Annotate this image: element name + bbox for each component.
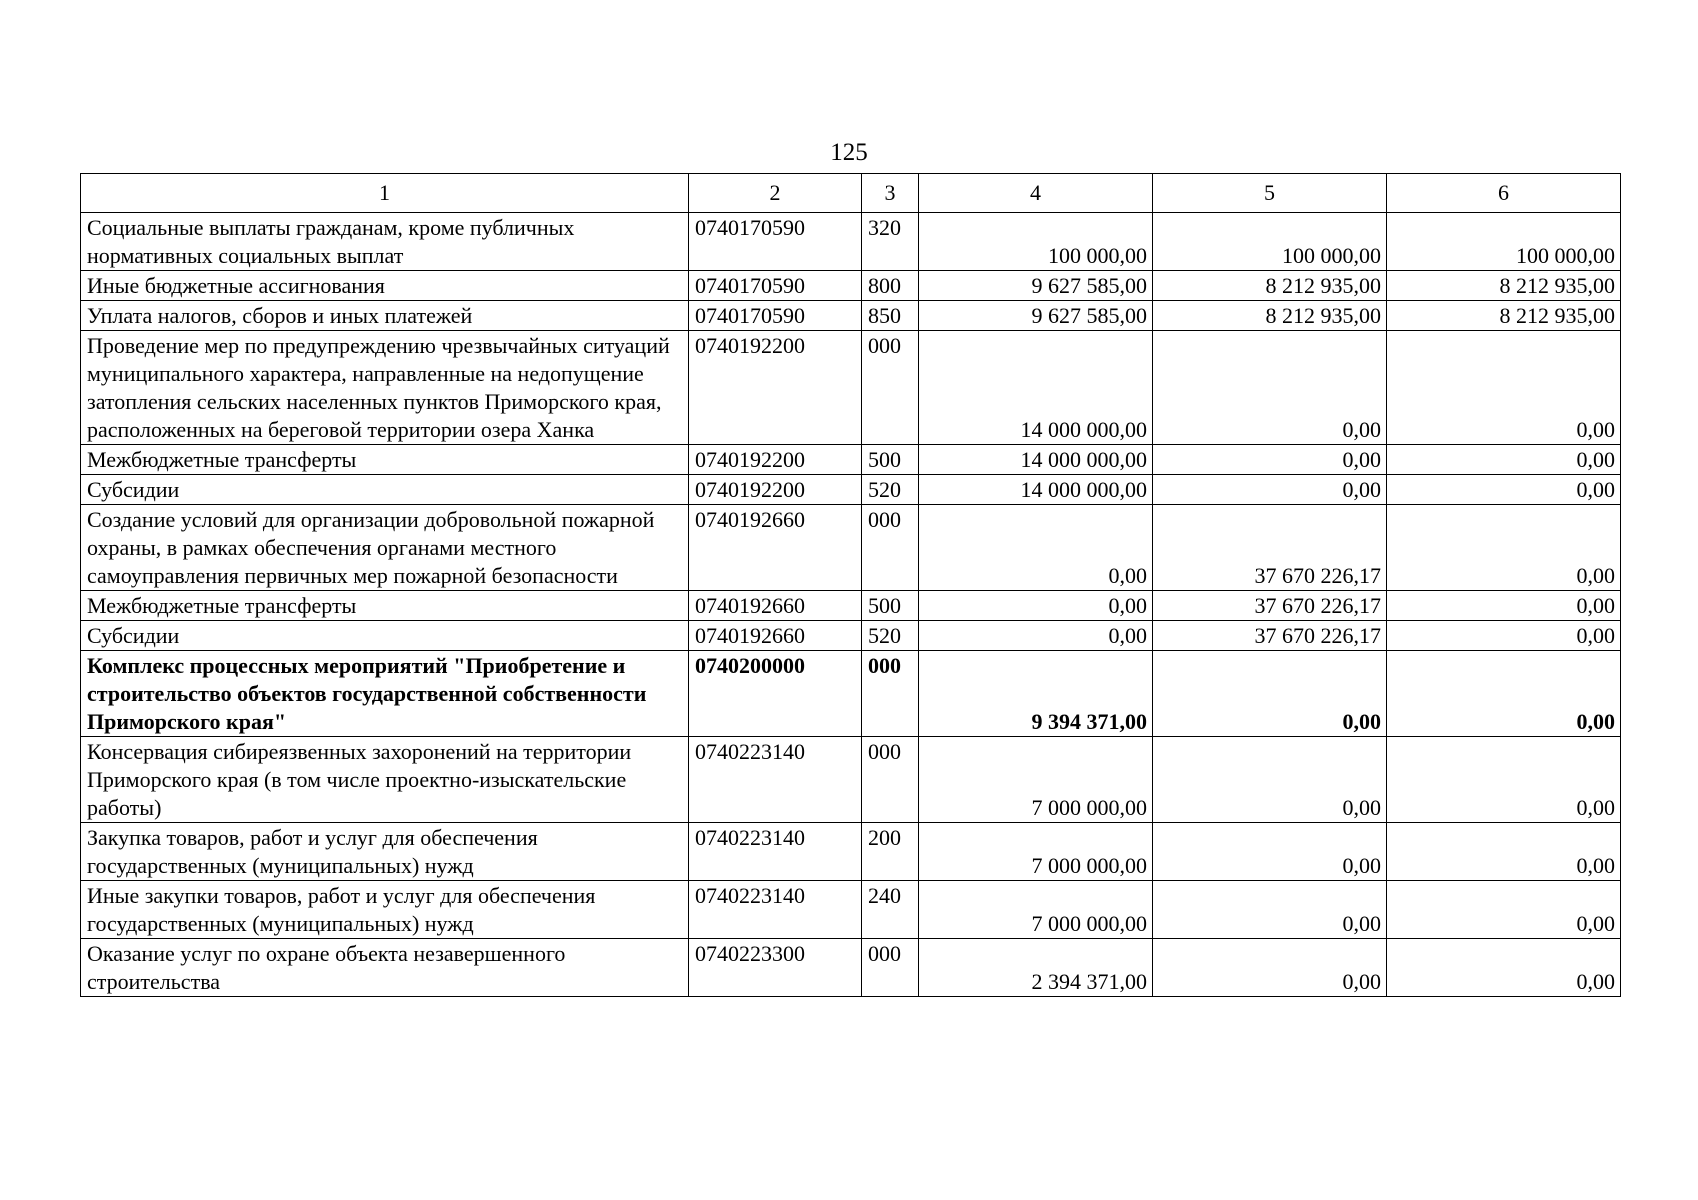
row-description: Иные закупки товаров, работ и услуг для обеспечения государственных (муниципальных) нужд [81, 881, 689, 939]
column-header: 6 [1387, 174, 1621, 213]
table-row [81, 331, 1621, 445]
row-description: Субсидии [81, 475, 689, 505]
row-amount-col4: 0,00 [919, 591, 1153, 621]
row-amount-col6: 0,00 [1387, 331, 1621, 445]
column-header: 2 [689, 174, 862, 213]
row-amount-col5: 8 212 935,00 [1153, 271, 1387, 301]
row-amount-col4: 9 394 371,00 [919, 651, 1153, 737]
table-row [81, 475, 1621, 505]
table-row [81, 445, 1621, 475]
row-description: Субсидии [81, 621, 689, 651]
row-target-code: 0740192200 [689, 475, 862, 505]
row-description: Межбюджетные трансферты [81, 445, 689, 475]
row-target-code: 0740170590 [689, 271, 862, 301]
row-target-code: 0740170590 [689, 301, 862, 331]
column-header: 1 [81, 174, 689, 213]
row-expense-type: 000 [862, 331, 919, 445]
row-target-code: 0740192200 [689, 445, 862, 475]
row-expense-type: 240 [862, 881, 919, 939]
row-amount-col5: 8 212 935,00 [1153, 301, 1387, 331]
row-target-code: 0740192660 [689, 505, 862, 591]
row-description: Консервация сибиреязвенных захоронений на территории Приморского края (в том числе проектно-изыскательские работы) [81, 737, 689, 823]
table-row [81, 271, 1621, 301]
row-amount-col4: 100 000,00 [919, 213, 1153, 271]
row-amount-col5: 37 670 226,17 [1153, 621, 1387, 651]
row-description: Межбюджетные трансферты [81, 591, 689, 621]
row-amount-col5: 0,00 [1153, 331, 1387, 445]
row-expense-type: 000 [862, 505, 919, 591]
row-amount-col4: 14 000 000,00 [919, 445, 1153, 475]
row-amount-col5: 100 000,00 [1153, 213, 1387, 271]
row-amount-col4: 0,00 [919, 505, 1153, 591]
row-amount-col5: 37 670 226,17 [1153, 591, 1387, 621]
row-amount-col6: 0,00 [1387, 823, 1621, 881]
row-amount-col6: 0,00 [1387, 939, 1621, 997]
table-body [81, 213, 1621, 997]
table-row [81, 505, 1621, 591]
row-amount-col5: 37 670 226,17 [1153, 505, 1387, 591]
row-amount-col4: 7 000 000,00 [919, 881, 1153, 939]
row-description: Проведение мер по предупреждению чрезвычайных ситуаций муниципального характера, направленные на недопущение затопления сельских населенных пунктов Приморского края, расположенных на береговой территории озера Ханка [81, 331, 689, 445]
table-row [81, 823, 1621, 881]
row-amount-col5: 0,00 [1153, 651, 1387, 737]
page-number: 125 [830, 139, 868, 166]
table-header-row [81, 174, 1621, 213]
row-amount-col4: 14 000 000,00 [919, 475, 1153, 505]
row-amount-col5: 0,00 [1153, 737, 1387, 823]
row-target-code: 0740192200 [689, 331, 862, 445]
table-row [81, 939, 1621, 997]
row-amount-col6: 100 000,00 [1387, 213, 1621, 271]
table-row [81, 591, 1621, 621]
row-expense-type: 520 [862, 475, 919, 505]
row-description: Уплата налогов, сборов и иных платежей [81, 301, 689, 331]
row-amount-col6: 0,00 [1387, 621, 1621, 651]
row-target-code: 0740192660 [689, 591, 862, 621]
row-target-code: 0740223140 [689, 881, 862, 939]
row-amount-col4: 0,00 [919, 621, 1153, 651]
row-amount-col5: 0,00 [1153, 445, 1387, 475]
column-header: 3 [862, 174, 919, 213]
row-amount-col4: 9 627 585,00 [919, 301, 1153, 331]
row-expense-type: 000 [862, 939, 919, 997]
row-description: Оказание услуг по охране объекта незавершенного строительства [81, 939, 689, 997]
row-amount-col5: 0,00 [1153, 881, 1387, 939]
table-row [81, 621, 1621, 651]
row-amount-col4: 2 394 371,00 [919, 939, 1153, 997]
row-description: Комплекс процессных мероприятий "Приобретение и строительство объектов государственной собственности Приморского края" [81, 651, 689, 737]
row-amount-col5: 0,00 [1153, 823, 1387, 881]
row-description: Иные бюджетные ассигнования [81, 271, 689, 301]
row-expense-type: 850 [862, 301, 919, 331]
table-row [81, 651, 1621, 737]
row-target-code: 0740223300 [689, 939, 862, 997]
row-expense-type: 500 [862, 445, 919, 475]
row-amount-col6: 0,00 [1387, 591, 1621, 621]
row-amount-col6: 0,00 [1387, 475, 1621, 505]
table-row [81, 881, 1621, 939]
row-expense-type: 000 [862, 737, 919, 823]
row-expense-type: 200 [862, 823, 919, 881]
row-expense-type: 800 [862, 271, 919, 301]
row-expense-type: 320 [862, 213, 919, 271]
row-expense-type: 500 [862, 591, 919, 621]
row-target-code: 0740223140 [689, 737, 862, 823]
row-description: Социальные выплаты гражданам, кроме публичных нормативных социальных выплат [81, 213, 689, 271]
row-amount-col4: 14 000 000,00 [919, 331, 1153, 445]
row-target-code: 0740223140 [689, 823, 862, 881]
row-target-code: 0740192660 [689, 621, 862, 651]
column-header: 4 [919, 174, 1153, 213]
row-amount-col4: 7 000 000,00 [919, 737, 1153, 823]
column-header: 5 [1153, 174, 1387, 213]
row-amount-col5: 0,00 [1153, 475, 1387, 505]
row-expense-type: 000 [862, 651, 919, 737]
table-row [81, 737, 1621, 823]
row-amount-col6: 0,00 [1387, 881, 1621, 939]
row-amount-col6: 8 212 935,00 [1387, 271, 1621, 301]
table-row [81, 213, 1621, 271]
row-amount-col6: 8 212 935,00 [1387, 301, 1621, 331]
row-target-code: 0740170590 [689, 213, 862, 271]
row-amount-col6: 0,00 [1387, 445, 1621, 475]
row-amount-col4: 9 627 585,00 [919, 271, 1153, 301]
row-expense-type: 520 [862, 621, 919, 651]
budget-table [80, 173, 1621, 997]
table-row [81, 301, 1621, 331]
row-amount-col6: 0,00 [1387, 737, 1621, 823]
row-amount-col4: 7 000 000,00 [919, 823, 1153, 881]
row-target-code: 0740200000 [689, 651, 862, 737]
row-amount-col6: 0,00 [1387, 651, 1621, 737]
row-amount-col6: 0,00 [1387, 505, 1621, 591]
row-amount-col5: 0,00 [1153, 939, 1387, 997]
row-description: Закупка товаров, работ и услуг для обеспечения государственных (муниципальных) нужд [81, 823, 689, 881]
row-description: Создание условий для организации добровольной пожарной охраны, в рамках обеспечения органами местного самоуправления первичных мер пожарной безопасности [81, 505, 689, 591]
